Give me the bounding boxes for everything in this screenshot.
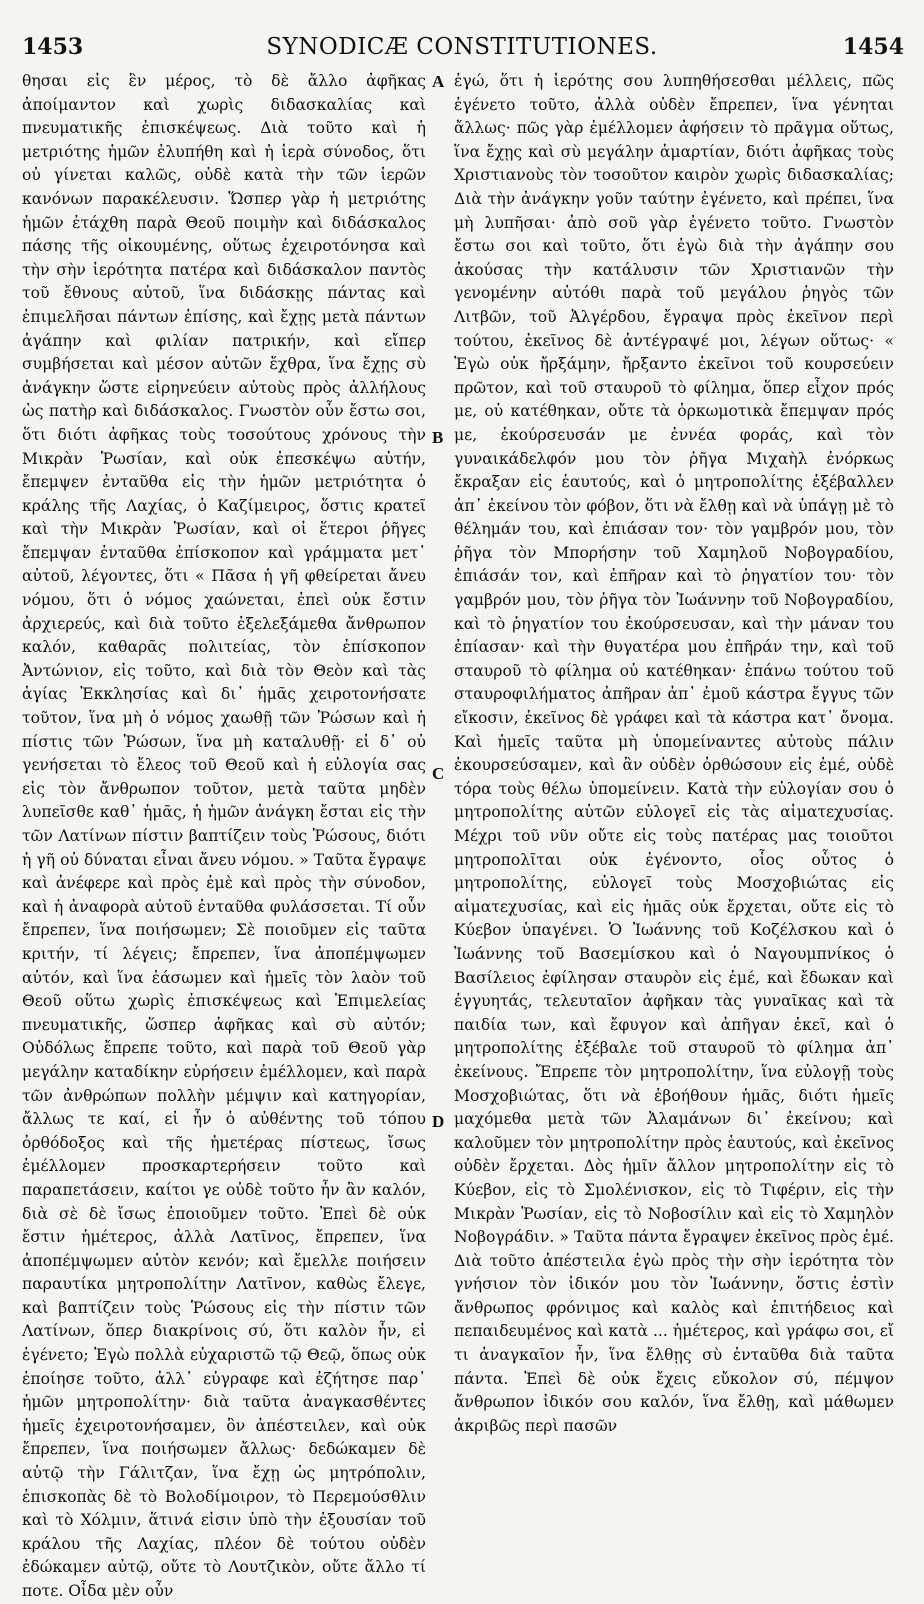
page-header [0, 30, 924, 64]
section-marker-d: D [432, 1112, 445, 1131]
running-title: SYNODICÆ CONSTITUTIONES. [266, 34, 658, 60]
page-number-right: 1454 [842, 34, 904, 60]
column-right-text: ἐγώ, ὅτι ἡ ἱερότης σου λυπηθήσεσθαι μέλλεις, πῶς ἐγένετο τοῦτο, ἀλλὰ οὐδὲν ἔπρεπεν, ἵνα γένηται ἄλλως· πῶς γὰρ ἐμέλλομεν ἀφήσειν τὸ πρᾶγμα οὕτως, ἵνα ἔχῃς καὶ σὺ μεγάλην ἁμαρτίαν, διότι ἀφῆκας τοὺς Χριστιανοὺς τὸν τοσοῦτον καιρὸν χωρὶς διδασκαλίας; Διὰ τὴν ἀνάγκην γοῦν ταύτην ἐγένετο, καὶ πρέπει, ἵνα μὴ λυπῆσαι· ἀπὸ σοῦ γὰρ ἐγένετο τοῦτο. Γνωστὸν ἔστω σοι καὶ τοῦτο, ὅτι ἐγὼ διὰ τὴν ἀγάπην σου ἀκούσας τὴν κατάλυσιν τῶν Χριστιανῶν τὴν γενομένην αὐτόθι παρὰ τοῦ μεγάλου ῥηγὸς τῶν Λιτβῶν, τοῦ Ἀλγέρδου, ἔγραψα πρὸς ἐκεῖνον περὶ τούτου, ἐκεῖνος δὲ ἀντέγραψέ μοι, λέγων οὕτως· « Ἐγὼ οὐκ ἤρξάμην, ἤρξαντο ἐκεῖνοι τοῦ κουρσεύειν πρῶτον, καὶ τοῦ σταυροῦ τὸ φίλημα, ὅπερ εἶχον πρός με, οὐ κατέθηκαν, οὔτε τὰ ὁρκωμοτικὰ ἔπεμψαν πρός με, ἐκούρσευσάν με ἐννέα φοράς, καὶ τὸν γυναικάδελφόν μου τὸν ῥῆγα Μιχαὴλ ἐνόρκως ἔκραξαν εἰς ἑαυτούς, καὶ ὁ μητροπολίτης ἐξέβαλλεν ἀπ᾽ ἐκείνου τὸν φόβον, ὅτι νὰ ἔλθῃ καὶ νὰ ὑπάγῃ μὲ τὸ θέλημάν του, καὶ ἐπιάσαν τον· τὸν γαμβρόν μου, τὸν ῥῆγα τὸν Μπορήσην τοῦ Χαμηλοῦ Νοβογραδίου, ἐπιάσάν τον, καὶ ἐπῆραν καὶ τὸ ῥηγατίον του· τὸν γαμβρόν μου, τὸν ῥῆγα τὸν Ἰωάννην τοῦ Νοβογραδίου, καὶ τὸ ῥηγατίον του ἐκούρσευσαν, καὶ τὴν μάναν του ἐπίασαν· καὶ τὴν θυγατέρα μου ἐπῆράν την, καὶ τοῦ σταυροῦ τὸ φίλημα οὐ κατέθηκαν· ἐπάνω τούτου τοῦ σταυροφιλήματος ἀπῆραν ἀπ᾽ ἐμοῦ κάστρα ἔγγυς τῶν εἴκοσιν, ἐκεῖνος δὲ γράφει καὶ τὰ κάστρα κατ᾽ ὄνομα. Καὶ ἡμεῖς ταῦτα μὴ ὑπομείναντες αὐτοὺς πάλιν ἐκουρσεύσαμεν, καὶ ἂν οὐδὲν ὀρθώσουν εἰς ἐμέ, οὐδὲ τόρα τοὺς θέλω ὑπομείνειν. Κατὰ τὴν εὐλογίαν σου ὁ μητροπολίτης αὐτῶν εὐλογεῖ εἰς τὰς αἱματεχυσίας. Μέχρι τοῦ νῦν οὔτε εἰς τοὺς πατέρας μας τοιοῦτοι μητροπολῖται οὐκ ἐγένοντο, οἷος οὗτος ὁ μητροπολίτης, εὐλογεῖ τοὺς Μοσχοβιώτας εἰς αἱματεχυσίας, καὶ εἰς ἡμᾶς οὐκ ἔρχεται, οὔτε εἰς τὸ Κύεβον ὑπαγένει. Ὁ Ἰωάννης τοῦ Κοζέλσκου καὶ ὁ Ἰωάννης τοῦ Βασεμίσκου καὶ ὁ Ναγουμπνίκος ὁ Βασίλειος ἐφίλησαν σταυρὸν εἰς ἐμέ, καὶ ἔδωκαν καὶ ἐγγυητάς, τελευταῖον ἀφῆκαν τὰς γυναῖκας καὶ τὰ παιδία των, καὶ ἔφυγον καὶ ἀπῆγαν ἐκεῖ, καὶ ὁ μητροπολίτης ἐξέβαλε τοῦ σταυροῦ τὸ φίλημα ἀπ᾽ ἐκείνους. Ἔπρεπε τὸν μητροπολίτην, ἵνα εὐλογῇ τοὺς Μοσχοβιώτας, ὅτι νὰ ἐβοήθουν ἡμᾶς, διότι ἡμεῖς μαχόμεθα μετὰ τῶν Ἀλαμάνων δι᾽ ἐκείνου; καὶ καλοῦμεν τὸν μητροπολίτην πρὸς ἑαυτούς, καὶ ἐκεῖνος οὐδὲν ἔρχεται. Δὸς ἡμῖν ἄλλον μητροπολίτην εἰς τὸ Κύεβον, εἰς τὸ Σμολένισκον, εἰς τὸ Τιφέριν, εἰς τὴν Μικρὰν Ῥωσίαν, εἰς τὸ Νοβοσίλιν καὶ εἰς τὸ Χαμηλὸν Νοβογράδιν. » Ταῦτα πάντα ἔγραψεν ἐκεῖνος πρὸς ἐμέ. Διὰ τοῦτο ἀπέστειλα ἐγὼ πρὸς τὴν σὴν ἱερότητα τὸν γνήσιον τὸν ἰδικόν μου τὸν Ἰωάννην, ὅστις ἐστὶν ἄνθρωπος φρόνιμος καὶ καλὸς καὶ ἐπιτήδειος καὶ πεπαιδευμένος καὶ κατὰ ... ἡμέτερος, καὶ γράφω σοι, εἴ τι ἀναγκαῖον ἦν, ἵνα ἔλθῃς σὺ ἐνταῦθα διὰ ταῦτα πάντα. Ἐπεὶ δὲ οὐκ ἔχεις εὔκολον σύ, πέμψον ἄνθρωπον ἰδικόν σου καλόν, ἵνα ἔλθῃ, καὶ μάθωμεν ἀκριβῶς περὶ πασῶν [454, 72, 894, 1435]
page-number-left: 1453 [22, 34, 84, 60]
column-left-text: θησαι εἰς ἓν μέρος, τὸ δὲ ἄλλο ἀφῆκας ἀποίμαντον καὶ χωρὶς διδασκαλίας καὶ πνευματικῆς ἐπισκέψεως. Διὰ τοῦτο καὶ ἡ μετριότης ἡμῶν ἐλυπήθη καὶ ἡ ἱερὰ σύνοδος, ὅτι οὐ γίνεται καλῶς, οὐδὲ κατὰ τὴν τῶν ἱερῶν κανόνων παρακέλευσιν. Ὥσπερ γὰρ ἡ μετριότης ἡμῶν ἐτάχθη παρὰ Θεοῦ ποιμὴν καὶ διδάσκαλος πάσης τῆς οἰκουμένης, οὕτως ἐχειροτόνησα καὶ τὴν σὴν ἱερότητα πατέρα καὶ διδάσκαλον παντὸς τοῦ ἔθνους αὐτοῦ, ἵνα διδάσκῃς πάντας καὶ ἐπιμελῆσαι πάντων ἐπίσης, καὶ ἔχῃς μετὰ πάντων ἀγάπην καὶ φιλίαν πατρικήν, καὶ εἴπερ συμβήσεται καὶ μέσον αὐτῶν ἔχθρα, ἵνα ἔχῃς σὺ ἀνάγκην ὥστε εἰρηνεύειν αὐτοὺς πρὸς ἀλλήλους ὡς πατὴρ καὶ διδάσκαλος. Γνωστὸν οὖν ἔστω σοι, ὅτι διότι ἀφῆκας τοὺς τοσούτους χρόνους τὴν Μικρὰν Ῥωσίαν, καὶ οὐκ ἐπεσκέψω αὐτήν, ἔπεμψεν ἐνταῦθα εἰς τὴν ἡμῶν μετριότητα ὁ κράλης τῆς Λαχίας, ὁ Καζίμειρος, ὅστις κρατεῖ καὶ τὴν Μικρὰν Ῥωσίαν, καὶ οἱ ἕτεροι ῥῆγες ἔπεμψαν ἐνταῦθα ἐπίσκοπον καὶ γράμματα μετ᾽ αὐτοῦ, λέγοντες, ὅτι « Πᾶσα ἡ γῆ φθείρεται ἄνευ νόμου, ὅτι ὁ νόμος χαώνεται, ἐπεὶ οὐκ ἔστιν ἀρχιερεύς, καὶ διὰ τοῦτο ἐξελεξάμεθα ἄνθρωπον καλόν, καθαρᾶς πολιτείας, τὸν ἐπίσκοπον Ἀντώνιον, εἰς τοῦτο, καὶ διὰ τὸν Θεὸν καὶ τὰς ἁγίας Ἐκκλησίας καὶ δι᾽ ἡμᾶς χειροτονήσατε τοῦτον, ἵνα μὴ ὁ νόμος χαωθῇ τῶν Ῥώσων καὶ ἡ πίστις τῶν Ῥώσων, ἵνα μὴ καταλυθῇ· εἰ δ᾽ οὐ γενήσεται τὸ ἔλεος τοῦ Θεοῦ καὶ ἡ εὐλογία σας εἰς τὸν ἄνθρωπον τοῦτον, μετὰ ταῦτα μηδὲν λυπεῖσθε καθ᾽ ἡμᾶς, ἡ ἡμῶν ἀνάγκη ἔσται εἰς τὴν τῶν Λατίνων πίστιν βαπτίζειν τοὺς Ῥώσους, διότι ἡ γῆ οὐ δύναται εἶναι ἄνευ νόμου. » Ταῦτα ἔγραψε καὶ ἀνέφερε καὶ πρὸς ἐμὲ καὶ πρὸς τὴν σύνοδον, καὶ ἡ ἀναφορὰ αὐτοῦ ἐνταῦθα φυλάσσεται. Τί οὖν ἔπρεπεν, ἵνα ποιήσωμεν; Σὲ ποιοῦμεν εἰς ταῦτα κριτήν, τί λέγεις; ἔπρεπεν, ἵνα ἀποπέμψωμεν αὐτόν, καὶ ἵνα ἐάσωμεν καὶ ἡμεῖς τὸν λαὸν τοῦ Θεοῦ οὕτω χωρὶς ἐπισκέψεως καὶ Ἐπιμελείας πνευματικῆς, ὥσπερ ἀφῆκας καὶ σὺ αὐτόν; Οὐδόλως ἔπρεπε τοῦτο, καὶ παρὰ τοῦ Θεοῦ γὰρ μεγάλην καταδίκην εὑρήσειν ἐμέλλομεν, καὶ παρὰ τῶν ἀνθρώπων πολλὴν μέμψιν καὶ κατηγορίαν, ἄλλως τε καί, εἰ ἦν ὁ αὐθέντης τοῦ τόπου ὀρθόδοξος καὶ τῆς ἡμετέρας πίστεως, ἴσως ἐμέλλομεν προσκαρτερήσειν τοῦτο καὶ παραπετάσειν, καίτοι γε οὐδὲ τοῦτο ἦν ἂν καλόν, διὰ σὲ δὲ ἴσως ἐποιοῦμεν τοῦτο. Ἐπεὶ δὲ οὐκ ἔστιν ἡμέτερος, ἀλλὰ Λατῖνος, ἔπρεπεν, ἵνα ἀποπέμψωμεν αὐτὸν κενόν; καὶ ἔμελλε ποιήσειν παραυτίκα μητροπολίτην Λατῖνον, καθὼς ἔλεγε, καὶ βαπτίζειν τοὺς Ῥώσους εἰς τὴν πίστιν τῶν Λατίνων, ὅπερ διακρίνοις σύ, ὅτι καλὸν ἦν, εἰ ἐγένετο; Ἐγὼ πολλὰ εὐχαριστῶ τῷ Θεῷ, ὅπως οὐκ ἐποίησε τοῦτο, ἀλλ᾽ εὐγραφε καὶ ἐζήτησε παρ᾽ ἡμῶν μητροπολίτην· διὰ ταῦτα ἀναγκασθέντες ἡμεῖς ἐχειροτονήσαμεν, ὃν ἀπέστειλεν, καὶ οὐκ ἔπρεπεν, ἵνα ποιήσωμεν ἄλλως· δεδώκαμεν δὲ αὐτῷ τὴν Γάλιτζαν, ἵνα ἔχῃ ὡς μητρόπολιν, ἐπισκοπὰς δὲ τὸ Βολοδίμοιρον, τὸ Περεμούσθλιν καὶ τὸ Χόλμιν, ἅτινά εἰσιν ὑπὸ τὴν ἐξουσίαν τοῦ κράλου τῆς Λαχίας, πλέον δὲ τούτου οὐδὲν ἐδώκαμεν αὐτῷ, οὔτε τὸ Λουτζικὸν, οὔτε ἄλλο τί ποτε. Οἶδα μὲν οὖν [22, 72, 426, 1600]
section-marker-c: C [432, 764, 445, 783]
section-marker-a: A [432, 72, 445, 91]
section-marker-b: B [432, 428, 444, 447]
column-left [22, 70, 426, 1600]
column-right [454, 70, 894, 1510]
